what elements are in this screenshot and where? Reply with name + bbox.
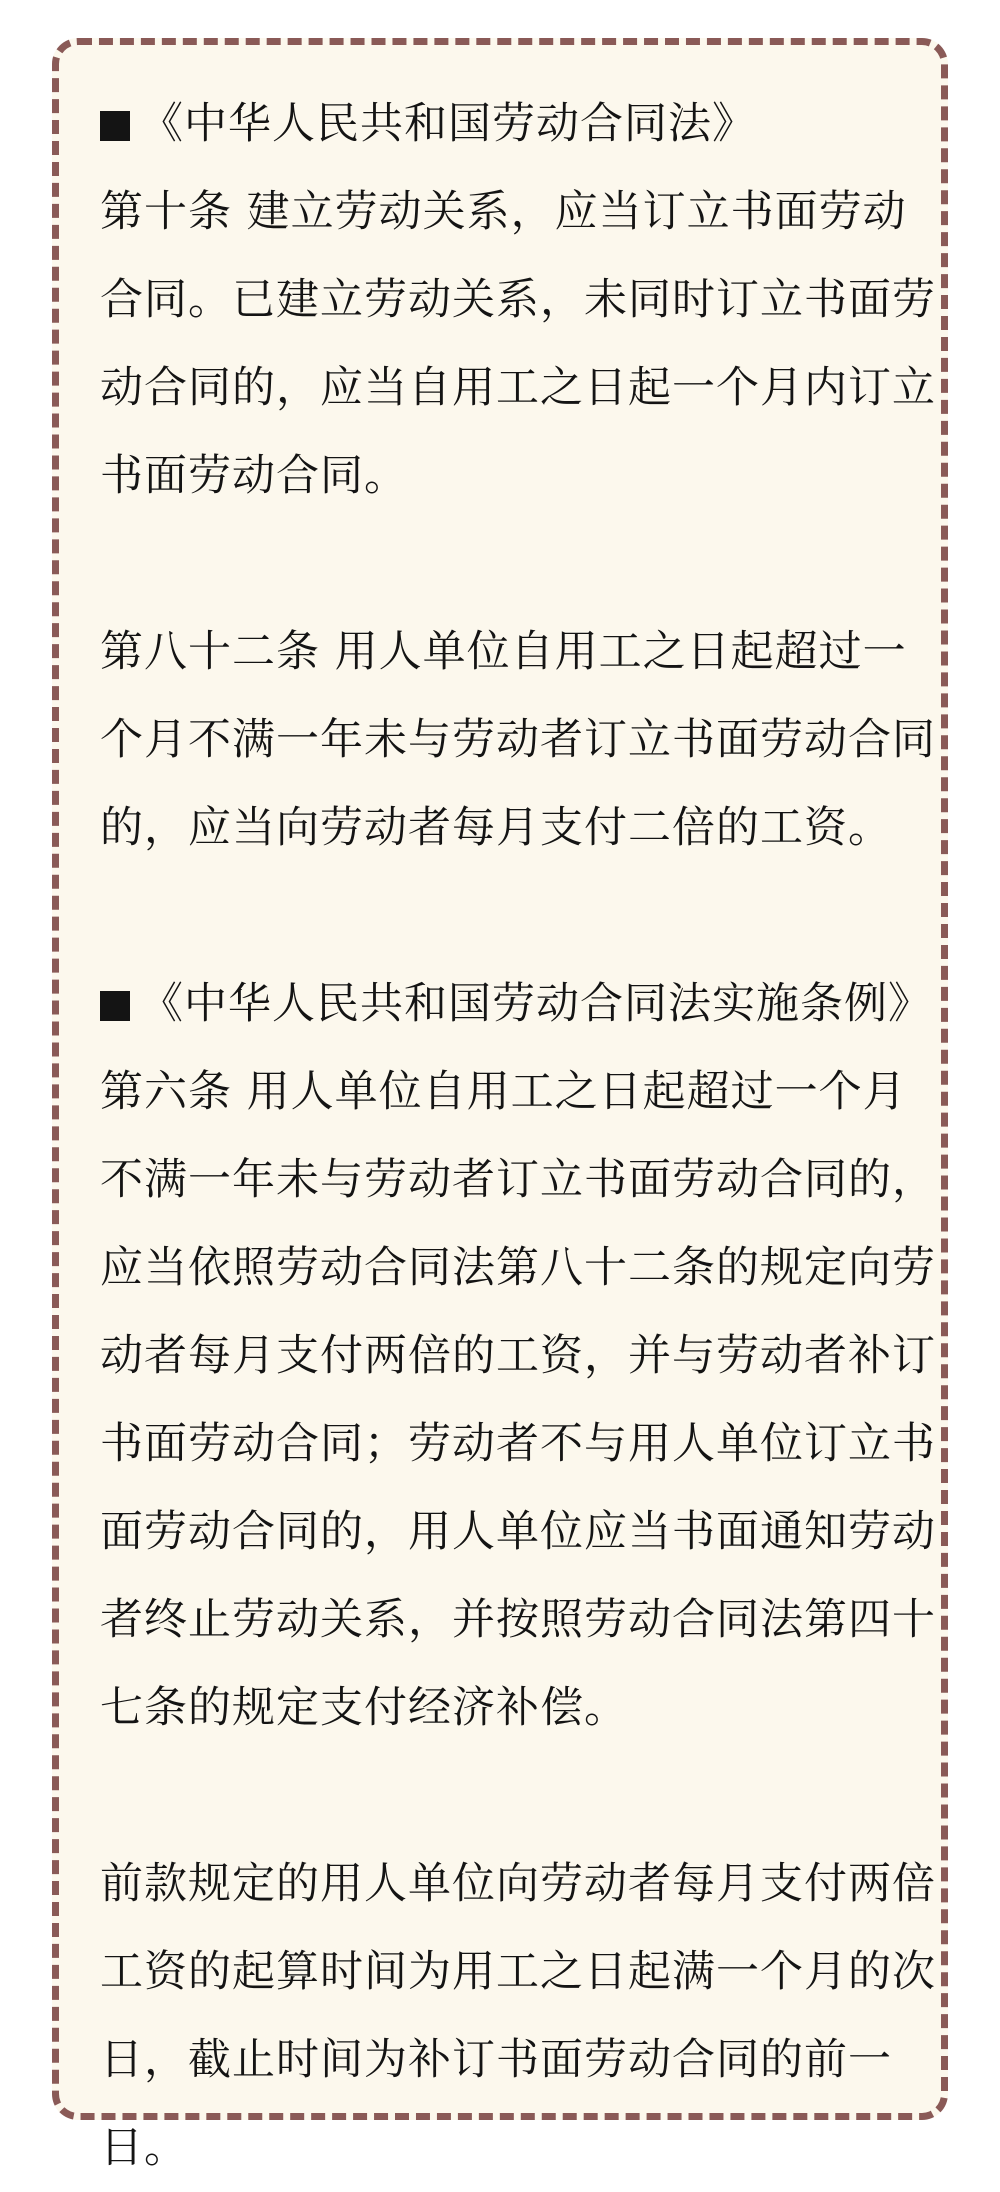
text-line: 七条的规定支付经济补偿。 (100, 1683, 628, 1733)
section-heading: 《中华人民共和国劳动合同法实施条例》 (100, 960, 920, 1048)
text-line: 第八十二条 用人单位自用工之日起超过一 (100, 627, 907, 677)
text-line: 日，截止时间为补订书面劳动合同的前一 (100, 2035, 892, 2085)
paragraph-gap (100, 520, 920, 608)
text-line: 者终止劳动关系，并按照劳动合同法第四十 (100, 1595, 936, 1645)
text-line: 第十条 建立劳动关系，应当订立书面劳动 (100, 187, 907, 237)
text-line: 书面劳动合同；劳动者不与用人单位订立书 (100, 1419, 936, 1469)
section-heading: 《中华人民共和国劳动合同法》 (100, 80, 920, 168)
paragraph-gap (100, 1752, 920, 1840)
square-bullet-icon (100, 991, 130, 1021)
text-line: 应当依照劳动合同法第八十二条的规定向劳 (100, 1243, 936, 1293)
text-line: 书面劳动合同。 (100, 451, 408, 501)
text-line: 不满一年未与劳动者订立书面劳动合同的， (100, 1155, 936, 1205)
text-line: 个月不满一年未与劳动者订立书面劳动合同 (100, 715, 936, 765)
text-line: 合同。已建立劳动关系，未同时订立书面劳 (100, 275, 936, 325)
text-line: 前款规定的用人单位向劳动者每月支付两倍 (100, 1859, 936, 1909)
legal-text-content (100, 80, 936, 2192)
text-line: 动合同的，应当自用工之日起一个月内订立 (100, 363, 936, 413)
text-line: 面劳动合同的，用人单位应当书面通知劳动 (100, 1507, 936, 1557)
text-line: 动者每月支付两倍的工资，并与劳动者补订 (100, 1331, 936, 1381)
paragraph-gap (100, 872, 920, 960)
text-line: 日。 (100, 2123, 188, 2173)
text-line: 第六条 用人单位自用工之日起超过一个月 (100, 1067, 907, 1117)
text-line: 的，应当向劳动者每月支付二倍的工资。 (100, 803, 892, 853)
square-bullet-icon (100, 111, 130, 141)
text-line: 工资的起算时间为用工之日起满一个月的次 (100, 1947, 936, 1997)
